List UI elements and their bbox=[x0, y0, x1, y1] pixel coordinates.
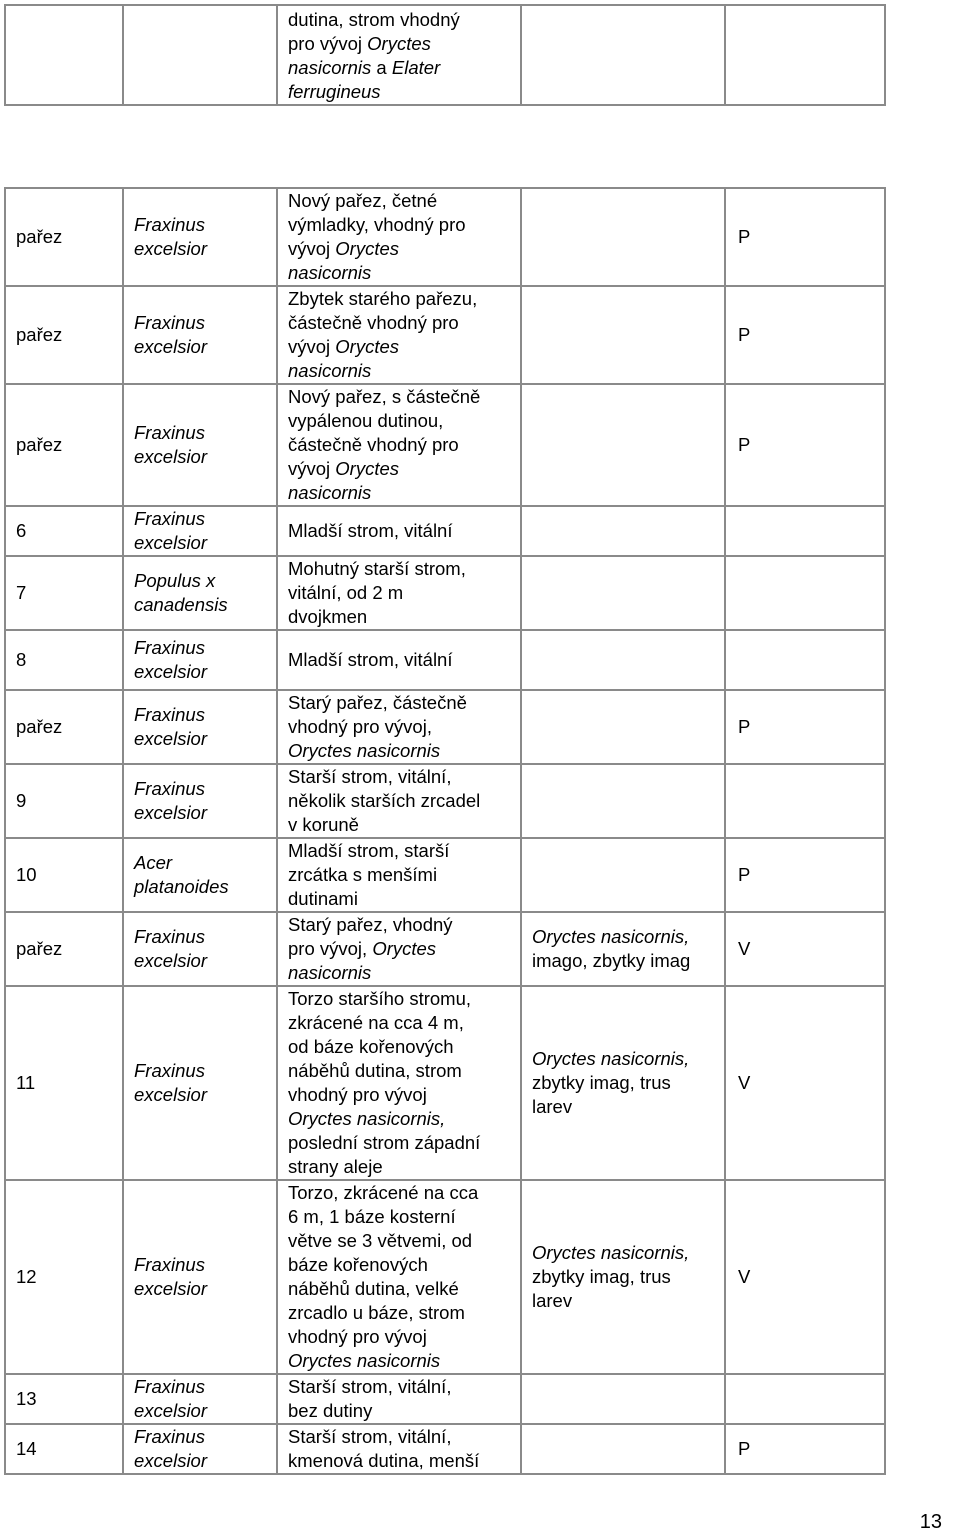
text-line: pro vývoj Oryctes bbox=[288, 33, 431, 54]
cell-id: 11 bbox=[5, 986, 123, 1180]
cell-species bbox=[123, 838, 277, 912]
cell-species bbox=[123, 912, 277, 986]
cell-id: 8 bbox=[5, 630, 123, 690]
cell-finding bbox=[521, 690, 725, 764]
text-line: větve se 3 větvemi, od bbox=[288, 1230, 473, 1251]
table-row bbox=[5, 556, 885, 630]
text-line: Fraxinus bbox=[134, 422, 205, 443]
cell-species bbox=[123, 690, 277, 764]
cell-finding bbox=[521, 912, 725, 986]
cell-id: 7 bbox=[5, 556, 123, 630]
table-row bbox=[5, 1374, 885, 1424]
text-line: excelsior bbox=[134, 802, 207, 823]
table-trees bbox=[4, 187, 886, 1475]
text-line: excelsior bbox=[134, 532, 207, 553]
cell-species bbox=[123, 188, 277, 286]
text-line: nasicornis bbox=[288, 360, 372, 381]
text-line: vhodný pro vývoj bbox=[288, 1326, 427, 1347]
text-line: vývoj Oryctes bbox=[288, 238, 400, 259]
cell-description bbox=[277, 188, 521, 286]
text-line: bez dutiny bbox=[288, 1400, 373, 1421]
table-row bbox=[5, 690, 885, 764]
cell-id: pařez bbox=[5, 912, 123, 986]
text-line: zkrácené na cca 4 m, bbox=[288, 1012, 464, 1033]
cell-mark bbox=[725, 506, 885, 556]
text-line: Mladší strom, vitální bbox=[288, 649, 453, 670]
cell-id: 14 bbox=[5, 1424, 123, 1474]
text-line: Fraxinus bbox=[134, 1426, 205, 1447]
text-line: nasicornis a Elater bbox=[288, 57, 441, 78]
cell-id: 12 bbox=[5, 1180, 123, 1374]
cell-finding bbox=[521, 1180, 725, 1374]
text-line: kmenová dutina, menší bbox=[288, 1450, 480, 1471]
text-line: zrcátka s menšími bbox=[288, 864, 438, 885]
text-line: Fraxinus bbox=[134, 1254, 205, 1275]
cell-id: 13 bbox=[5, 1374, 123, 1424]
text-line: Oryctes nasicornis, bbox=[288, 1108, 446, 1129]
table-row bbox=[5, 838, 885, 912]
cell-species bbox=[123, 286, 277, 384]
text-line: dutina, strom vhodný bbox=[288, 9, 460, 30]
cell-mark bbox=[725, 630, 885, 690]
table-row bbox=[5, 188, 885, 286]
text-line: několik starších zrcadel bbox=[288, 790, 481, 811]
text-line: nasicornis bbox=[288, 962, 372, 983]
cell-id bbox=[5, 5, 123, 105]
cell-description bbox=[277, 1180, 521, 1374]
text-line: excelsior bbox=[134, 1278, 207, 1299]
cell-id: 10 bbox=[5, 838, 123, 912]
text-line: náběhů dutina, strom bbox=[288, 1060, 462, 1081]
text-line: Fraxinus bbox=[134, 312, 205, 333]
cell-mark: P bbox=[725, 690, 885, 764]
text-line: Fraxinus bbox=[134, 1060, 205, 1081]
cell-description bbox=[277, 5, 521, 105]
text-line: 6 m, 1 báze kosterní bbox=[288, 1206, 456, 1227]
text-line: Acer bbox=[134, 852, 173, 873]
cell-species bbox=[123, 986, 277, 1180]
cell-description bbox=[277, 1374, 521, 1424]
cell-species bbox=[123, 1374, 277, 1424]
cell-species bbox=[123, 764, 277, 838]
text-line: Starší strom, vitální, bbox=[288, 766, 452, 787]
text-line: excelsior bbox=[134, 661, 207, 682]
text-line: částečně vhodný pro bbox=[288, 434, 459, 455]
cell-id: pařez bbox=[5, 690, 123, 764]
text-line: Fraxinus bbox=[134, 1376, 205, 1397]
table-row bbox=[5, 1180, 885, 1374]
text-line: Starší strom, vitální, bbox=[288, 1376, 452, 1397]
text-line: Nový pařez, četné bbox=[288, 190, 438, 211]
text-line: larev bbox=[532, 1096, 573, 1117]
cell-finding bbox=[521, 286, 725, 384]
text-line: excelsior bbox=[134, 238, 207, 259]
cell-species bbox=[123, 1180, 277, 1374]
cell-finding bbox=[521, 506, 725, 556]
text-line: vhodný pro vývoj, bbox=[288, 716, 432, 737]
text-line: Oryctes nasicornis bbox=[288, 1350, 441, 1371]
text-line: zbytky imag, trus bbox=[532, 1072, 671, 1093]
table-row bbox=[5, 1424, 885, 1474]
cell-finding bbox=[521, 556, 725, 630]
cell-finding bbox=[521, 384, 725, 506]
text-line: zrcadlo u báze, strom bbox=[288, 1302, 465, 1323]
cell-mark: V bbox=[725, 986, 885, 1180]
cell-id: 9 bbox=[5, 764, 123, 838]
cell-finding bbox=[521, 986, 725, 1180]
table-row bbox=[5, 912, 885, 986]
text-line: excelsior bbox=[134, 336, 207, 357]
text-line: vývoj Oryctes bbox=[288, 336, 400, 357]
text-line: Fraxinus bbox=[134, 637, 205, 658]
text-line: pro vývoj, Oryctes bbox=[288, 938, 437, 959]
text-line: Mladší strom, starší bbox=[288, 840, 450, 861]
cell-species bbox=[123, 556, 277, 630]
text-line: excelsior bbox=[134, 950, 207, 971]
text-line: Nový pařez, s částečně bbox=[288, 386, 481, 407]
text-line: od báze kořenových bbox=[288, 1036, 454, 1057]
cell-description bbox=[277, 286, 521, 384]
text-line: Starý pařez, částečně bbox=[288, 692, 467, 713]
cell-id: pařez bbox=[5, 384, 123, 506]
cell-description bbox=[277, 690, 521, 764]
cell-mark: P bbox=[725, 188, 885, 286]
table-row bbox=[5, 286, 885, 384]
cell-mark: P bbox=[725, 384, 885, 506]
text-line: excelsior bbox=[134, 1400, 207, 1421]
cell-mark bbox=[725, 5, 885, 105]
text-line: Fraxinus bbox=[134, 778, 205, 799]
cell-mark: P bbox=[725, 838, 885, 912]
cell-id: pařez bbox=[5, 188, 123, 286]
text-line: Oryctes nasicornis, bbox=[532, 1048, 690, 1069]
text-line: Torzo, zkrácené na cca bbox=[288, 1182, 479, 1203]
text-line: excelsior bbox=[134, 446, 207, 467]
text-line: Zbytek starého pařezu, bbox=[288, 288, 478, 309]
text-line: Fraxinus bbox=[134, 214, 205, 235]
text-line: dvojkmen bbox=[288, 606, 368, 627]
text-line: Starší strom, vitální, bbox=[288, 1426, 452, 1447]
cell-mark: P bbox=[725, 286, 885, 384]
table-row bbox=[5, 986, 885, 1180]
cell-finding bbox=[521, 1424, 725, 1474]
text-line: nasicornis bbox=[288, 262, 372, 283]
text-line: Populus x bbox=[134, 570, 216, 591]
cell-mark: P bbox=[725, 1424, 885, 1474]
text-line: zbytky imag, trus bbox=[532, 1266, 671, 1287]
cell-species bbox=[123, 506, 277, 556]
text-line: excelsior bbox=[134, 1084, 207, 1105]
text-line: Mohutný starší strom, bbox=[288, 558, 466, 579]
table-row bbox=[5, 506, 885, 556]
text-line: částečně vhodný pro bbox=[288, 312, 459, 333]
table-row bbox=[5, 384, 885, 506]
cell-description bbox=[277, 1424, 521, 1474]
cell-description bbox=[277, 556, 521, 630]
text-line: báze kořenových bbox=[288, 1254, 428, 1275]
text-line: Oryctes nasicornis, bbox=[532, 1242, 690, 1263]
cell-species bbox=[123, 5, 277, 105]
text-line: strany aleje bbox=[288, 1156, 383, 1177]
text-line: v koruně bbox=[288, 814, 359, 835]
text-line: Fraxinus bbox=[134, 508, 205, 529]
text-line: excelsior bbox=[134, 728, 207, 749]
cell-finding bbox=[521, 1374, 725, 1424]
cell-finding bbox=[521, 188, 725, 286]
text-line: ferrugineus bbox=[288, 81, 381, 102]
cell-description bbox=[277, 384, 521, 506]
text-line: platanoides bbox=[134, 876, 229, 897]
text-line: vývoj Oryctes bbox=[288, 458, 400, 479]
text-line: canadensis bbox=[134, 594, 228, 615]
cell-id: 6 bbox=[5, 506, 123, 556]
table-top-fragment bbox=[4, 4, 886, 106]
cell-description bbox=[277, 838, 521, 912]
cell-species bbox=[123, 1424, 277, 1474]
cell-mark bbox=[725, 556, 885, 630]
cell-description bbox=[277, 986, 521, 1180]
text-line: Starý pařez, vhodný bbox=[288, 914, 453, 935]
table-row bbox=[5, 630, 885, 690]
text-line: imago, zbytky imag bbox=[532, 950, 691, 971]
text-line: Oryctes nasicornis, bbox=[532, 926, 690, 947]
cell-species bbox=[123, 630, 277, 690]
cell-mark: V bbox=[725, 1180, 885, 1374]
table-row bbox=[5, 764, 885, 838]
text-line: Fraxinus bbox=[134, 704, 205, 725]
cell-id: pařez bbox=[5, 286, 123, 384]
cell-description bbox=[277, 764, 521, 838]
cell-description bbox=[277, 912, 521, 986]
text-line: vypálenou dutinou, bbox=[288, 410, 444, 431]
text-line: Fraxinus bbox=[134, 926, 205, 947]
text-line: náběhů dutina, velké bbox=[288, 1278, 459, 1299]
text-line: larev bbox=[532, 1290, 573, 1311]
cell-finding bbox=[521, 5, 725, 105]
cell-species bbox=[123, 384, 277, 506]
cell-mark: V bbox=[725, 912, 885, 986]
page-number: 13 bbox=[919, 1511, 942, 1533]
cell-description bbox=[277, 630, 521, 690]
cell-mark bbox=[725, 764, 885, 838]
text-line: vhodný pro vývoj bbox=[288, 1084, 427, 1105]
cell-finding bbox=[521, 764, 725, 838]
text-line: Mladší strom, vitální bbox=[288, 520, 453, 541]
text-line: vitální, od 2 m bbox=[288, 582, 404, 603]
text-line: excelsior bbox=[134, 1450, 207, 1471]
cell-finding bbox=[521, 630, 725, 690]
cell-finding bbox=[521, 838, 725, 912]
text-line: Oryctes nasicornis bbox=[288, 740, 441, 761]
text-line: dutinami bbox=[288, 888, 358, 909]
text-line: nasicornis bbox=[288, 482, 372, 503]
text-line: Torzo staršího stromu, bbox=[288, 988, 472, 1009]
text-line: výmladky, vhodný pro bbox=[288, 214, 466, 235]
text-line: poslední strom západní bbox=[288, 1132, 481, 1153]
cell-description bbox=[277, 506, 521, 556]
cell-mark bbox=[725, 1374, 885, 1424]
